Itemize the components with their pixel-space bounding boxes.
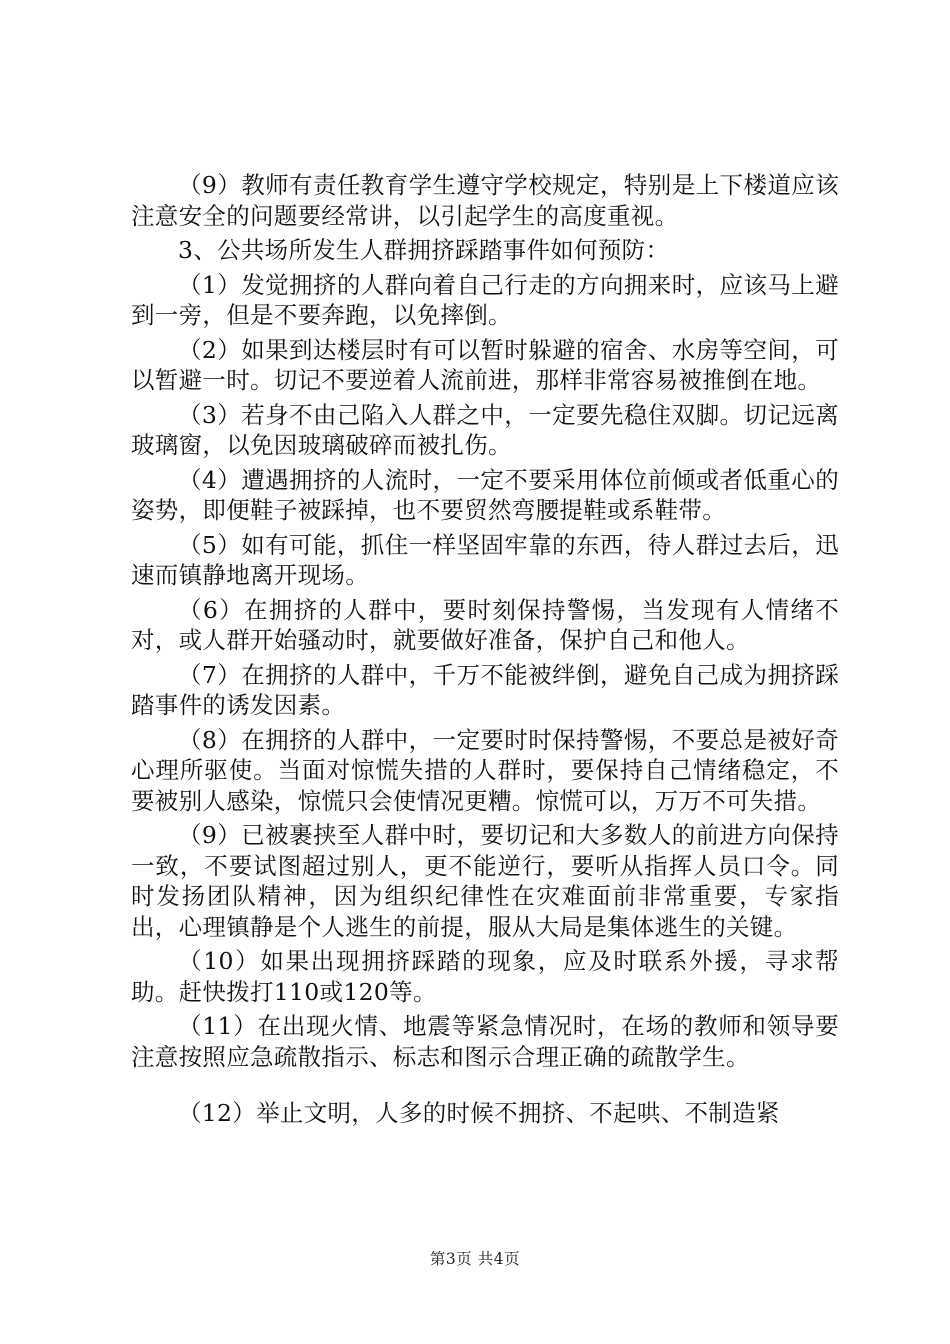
document-body — [131, 170, 839, 1133]
paragraph-11: （11）在出现火情、地震等紧急情况时，在场的教师和领导要注意按照应急疏散指示、标志和图示合理正确的疏散学生。 — [131, 1012, 839, 1071]
paragraph-3: （3）若身不由己陷入人群之中，一定要先稳住双脚。切记远离玻璃窗，以免因玻璃破碎而被扎伤。 — [131, 400, 839, 459]
paragraph-12: （12）举止文明，人多的时候不拥挤、不起哄、不制造紧 — [178, 1099, 780, 1127]
section-heading-3: 3、公共场所发生人群拥挤踩踏事件如何预防： — [178, 236, 670, 264]
paragraph-10: （10）如果出现拥挤踩踏的现象，应及时联系外援，寻求帮助。赶快拨打110或120等。 — [131, 947, 839, 1006]
paragraph-5: （5）如有可能，抓住一样坚固牢靠的东西，待人群过去后，迅速而镇静地离开现场。 — [131, 530, 839, 589]
paragraph-6: （6）在拥挤的人群中，要时刻保持警惕，当发现有人情绪不对，或人群开始骚动时，就要做好准备，保护自己和他人。 — [131, 595, 839, 654]
paragraph-7: （7）在拥挤的人群中，千万不能被绊倒，避免自己成为拥挤踩踏事件的诱发因素。 — [131, 660, 839, 719]
paragraph-8: （8）在拥挤的人群中，一定要时时保持警惕，不要总是被好奇心理所驱使。当面对惊慌失措的人群时，要保持自己情绪稳定，不要被别人感染，惊慌只会使情况更糟。惊慌可以，万万不可失措。 — [131, 725, 839, 815]
paragraph-1: （1）发觉拥挤的人群向着自己行走的方向拥来时，应该马上避到一旁，但是不要奔跑，以免摔倒。 — [131, 270, 839, 329]
paragraph-2: （2）如果到达楼层时有可以暂时躲避的宿舍、水房等空间，可以暂避一时。切记不要逆着人流前进，那样非常容易被推倒在地。 — [131, 335, 839, 394]
page-number-footer: 第3页 共4页 — [429, 1250, 521, 1268]
paragraph-9: （9）已被裹挟至人群中时，要切记和大多数人的前进方向保持一致，不要试图超过别人，更不能逆行，要听从指挥人员口令。同时发扬团队精神，因为组织纪律性在灾难面前非常重要，专家指出，心理镇静是个人逃生的前提，服从大局是集体逃生的关键。 — [131, 821, 839, 941]
paragraph-4: （4）遭遇拥挤的人流时，一定不要采用体位前倾或者低重心的姿势，即便鞋子被踩掉，也不要贸然弯腰提鞋或系鞋带。 — [131, 465, 839, 524]
paragraph-9-teacher-duty: （9）教师有责任教育学生遵守学校规定，特别是上下楼道应该注意安全的问题要经常讲，以引起学生的高度重视。 — [131, 171, 839, 230]
